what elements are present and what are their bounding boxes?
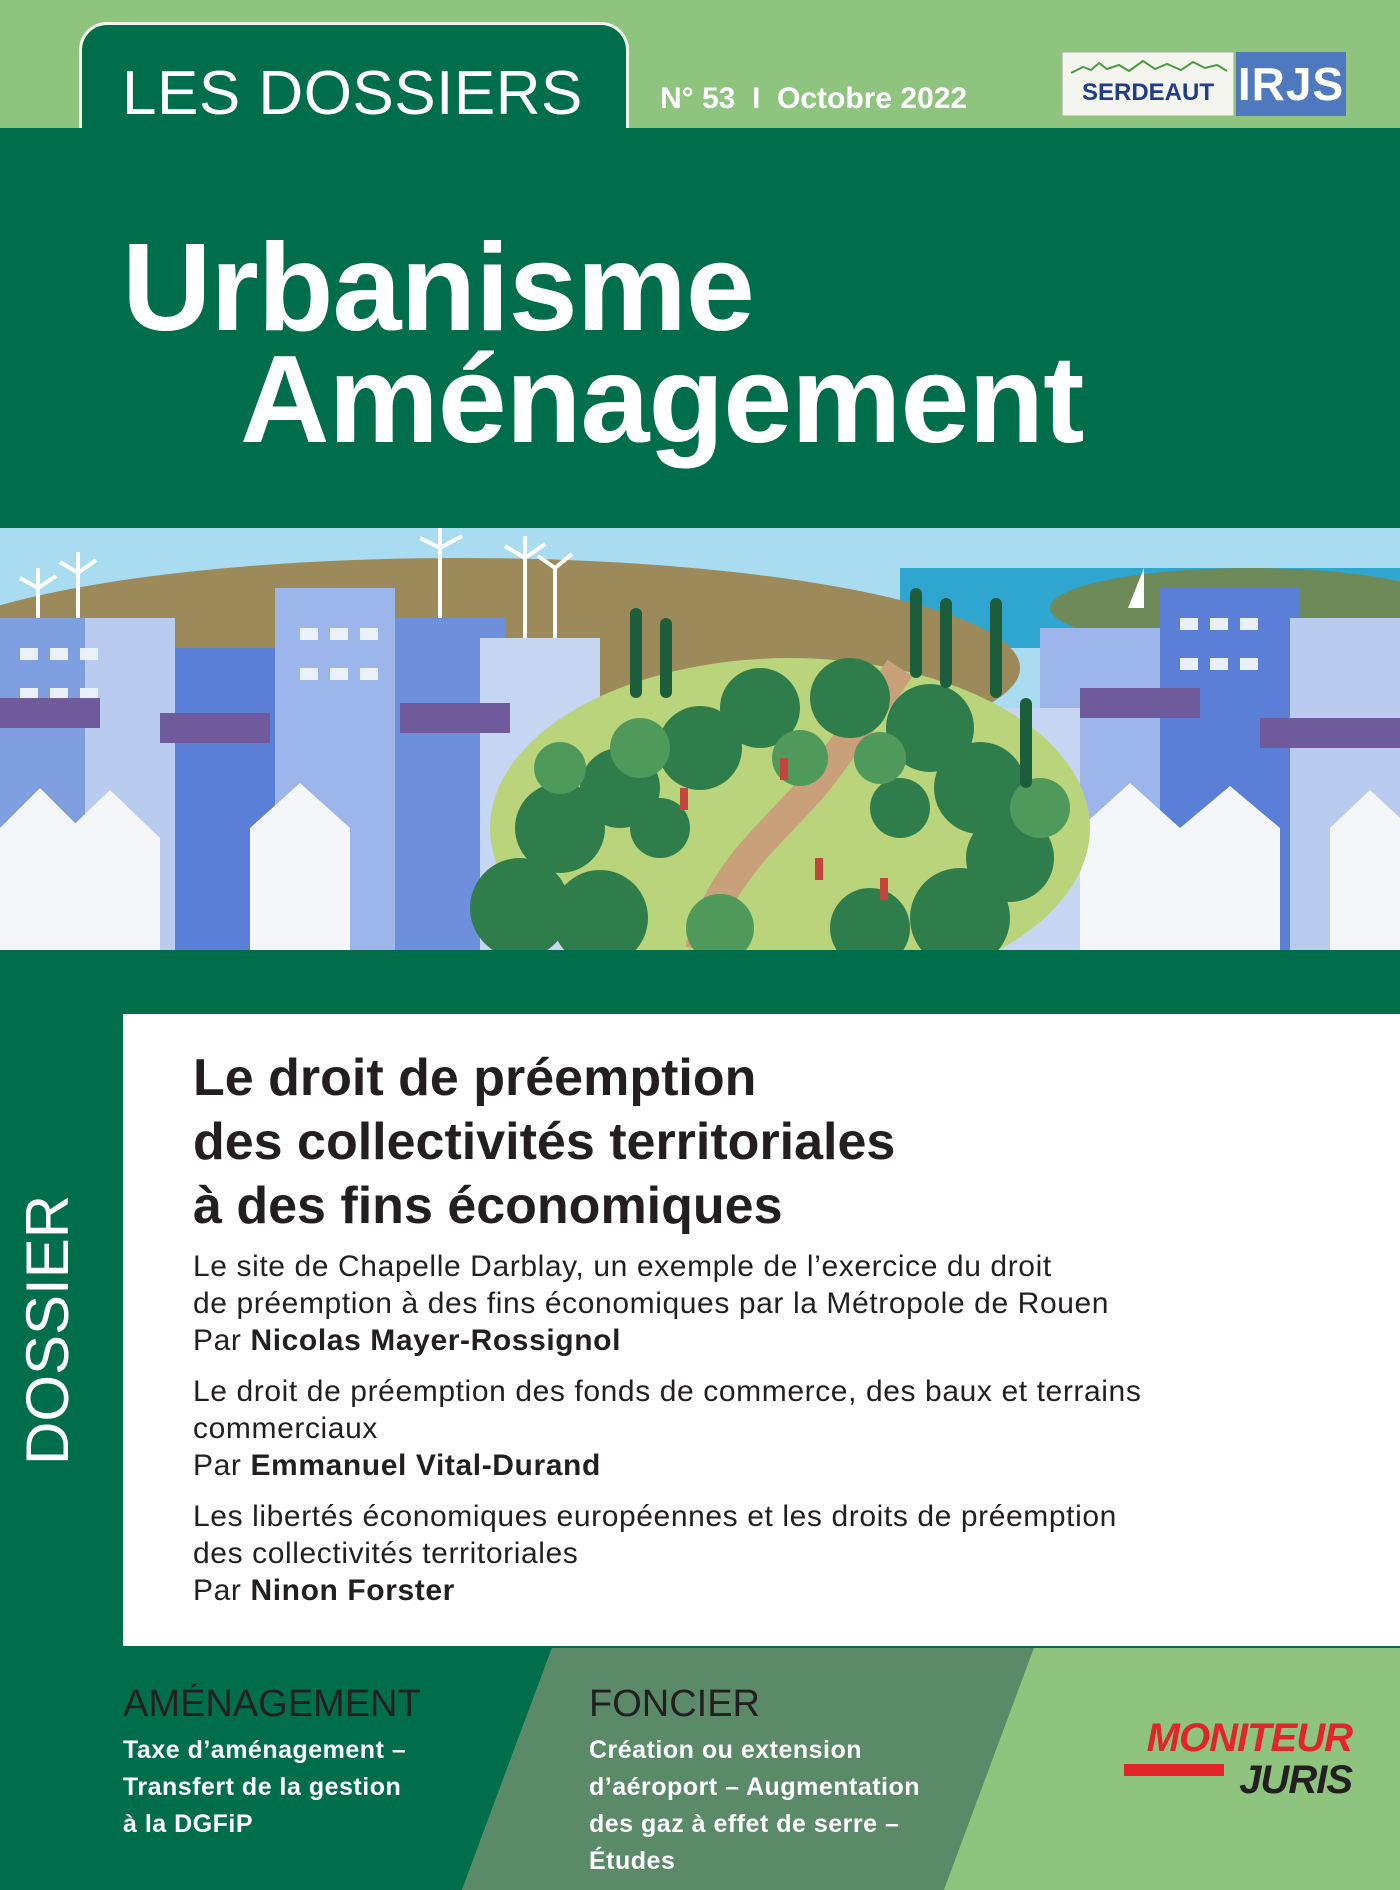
serdeaut-logo (1062, 52, 1234, 116)
article-title-line: Le site de Chapelle Darblay, un exemple de l’exercice du droit (193, 1250, 1052, 1283)
article-title-line: Le droit de préemption des fonds de commerce, des baux et terrains (193, 1375, 1142, 1408)
publisher-name-line2: JURIS (1239, 1758, 1352, 1802)
article-title-line: Les libertés économiques européennes et les droits de préemption (193, 1500, 1117, 1533)
skyline-icon (1063, 55, 1233, 77)
section-line: Études (589, 1847, 676, 1875)
section-line: Création ou extension (589, 1736, 863, 1764)
section-line: Taxe d’aménagement – (123, 1736, 407, 1764)
moniteur-juris-logo (1124, 1716, 1352, 1806)
article-by: Par (193, 1324, 242, 1357)
serdeaut-logo-text: SERDEAUT (1081, 79, 1214, 106)
section-line: des gaz à effet de serre – (589, 1810, 900, 1838)
magazine-title-line1: Urbanisme (122, 219, 754, 357)
article-byline (193, 1322, 1353, 1359)
article-byline (193, 1572, 1353, 1609)
article-byline (193, 1447, 1353, 1484)
section-text (123, 1732, 421, 1843)
series-name: LES DOSSIERS (122, 59, 583, 128)
dossier-title-line: Le droit de préemption (193, 1049, 757, 1107)
section-line: Transfert de la gestion (123, 1773, 402, 1801)
dossier-title (193, 1046, 1343, 1238)
article-item (193, 1498, 1353, 1609)
article-title-line: de préemption à des fins économiques par la Métropole de Rouen (193, 1287, 1110, 1320)
dossier-label-text: DOSSIER (14, 1194, 81, 1465)
article-author: Nicolas Mayer-Rossignol (250, 1324, 621, 1357)
cover-illustration (0, 528, 1400, 950)
section-line: d’aéroport – Augmentation (589, 1773, 921, 1801)
section-text (589, 1732, 920, 1880)
irjs-logo: IRJS (1236, 52, 1346, 116)
article-title-line: commerciaux (193, 1412, 378, 1445)
dossier-title-line: à des fins économiques (193, 1177, 783, 1235)
section-line: à la DGFiP (123, 1810, 254, 1838)
section-amenagement (123, 1683, 421, 1843)
article-title-line: des collectivités territoriales (193, 1537, 579, 1570)
article-author: Emmanuel Vital-Durand (250, 1449, 601, 1482)
magazine-title-line2: Aménagement (240, 331, 1084, 469)
article-by: Par (193, 1574, 242, 1607)
issue-info: N° 53 I Octobre 2022 (660, 82, 968, 115)
section-title: AMÉNAGEMENT (123, 1683, 421, 1725)
article-item (193, 1373, 1353, 1484)
section-title: FONCIER (589, 1683, 760, 1725)
article-by: Par (193, 1449, 242, 1482)
section-foncier (589, 1683, 920, 1880)
publisher-name-line1: MONITEUR (1146, 1716, 1352, 1760)
article-author: Ninon Forster (250, 1574, 455, 1607)
article-item (193, 1248, 1353, 1359)
dossier-title-line: des collectivités territoriales (193, 1113, 896, 1171)
dossier-label (14, 1194, 118, 1505)
logo-bar (1124, 1764, 1224, 1776)
